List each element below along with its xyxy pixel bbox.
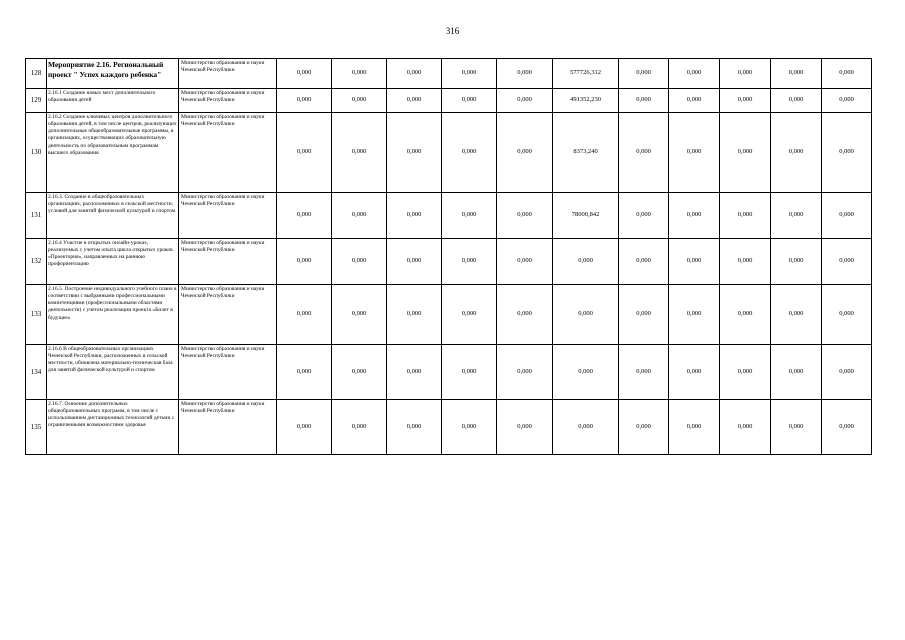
row-description: 2.16.7. Освоение дополнительных общеобразовательных программ, в том числе с использованием дистанционных технологий детьми с ограниченными возможностями здоровья: [47, 400, 179, 455]
row-number: 129: [26, 89, 47, 113]
row-value-cell: 0,000: [720, 239, 771, 285]
row-value-cell: 0,000: [669, 400, 720, 455]
row-value-cell: 0,000: [497, 239, 553, 285]
table-row: [26, 59, 872, 89]
row-value-cell: 0,000: [669, 113, 720, 193]
row-value-cell: 8373,240: [553, 113, 619, 193]
row-value-cell: 0,000: [720, 400, 771, 455]
row-value-cell: 0,000: [669, 89, 720, 113]
row-number: 135: [26, 400, 47, 455]
row-value-cell: 0,000: [619, 345, 669, 400]
row-value-cell: 0,000: [387, 345, 442, 400]
budget-table: [25, 58, 872, 455]
row-value-cell: 0,000: [332, 193, 387, 239]
row-ministry: Министерство образования и науки Чеченской Республики: [179, 285, 277, 345]
row-ministry: Министерство образования и науки Чеченской Республики: [179, 89, 277, 113]
row-value-cell: 0,000: [277, 59, 332, 89]
row-number: 132: [26, 239, 47, 285]
row-description: 2.16.3. Создание в общеобразовательных организациях, расположенных в сельской местности, условий для занятий физической культурой и спортом: [47, 193, 179, 239]
row-description: 2.16.6 В общеобразовательных организациях Чеченской Республики, расположенных в сельской местности, обновлена материально-техническая база для занятий физической культурой и спортом: [47, 345, 179, 400]
row-description: 2.16.5. Построение индивидуального учебного плана в соответствии с выбранными профессиональными компетенциями (профессиональными областями деятельности) с учетом реализации проекта «Билет в будущее»: [47, 285, 179, 345]
row-value-cell: 0,000: [669, 345, 720, 400]
row-value-cell: 0,000: [822, 59, 872, 89]
row-value-cell: 0,000: [442, 239, 497, 285]
row-value-cell: 0,000: [332, 89, 387, 113]
row-number: 128: [26, 59, 47, 89]
row-value-cell: 0,000: [387, 239, 442, 285]
row-value-cell: 0,000: [619, 113, 669, 193]
row-value-cell: 0,000: [720, 89, 771, 113]
row-number: 130: [26, 113, 47, 193]
row-value-cell: 0,000: [720, 285, 771, 345]
row-value-cell: 0,000: [771, 285, 822, 345]
table-row: [26, 285, 872, 345]
row-number: 131: [26, 193, 47, 239]
row-value-cell: 0,000: [332, 345, 387, 400]
row-value-cell: 0,000: [332, 59, 387, 89]
row-value-cell: 0,000: [771, 113, 822, 193]
row-value-cell: 0,000: [771, 345, 822, 400]
table-row: [26, 89, 872, 113]
row-ministry: Министерство образования и науки Чеченской Республики: [179, 113, 277, 193]
row-value-cell: 0,000: [720, 113, 771, 193]
row-value-cell: 0,000: [619, 89, 669, 113]
row-value-cell: 0,000: [553, 239, 619, 285]
row-value-cell: 0,000: [720, 193, 771, 239]
row-value-cell: 0,000: [387, 400, 442, 455]
row-value-cell: 0,000: [497, 113, 553, 193]
row-value-cell: 0,000: [442, 285, 497, 345]
table-row: [26, 113, 872, 193]
row-description: 2.16.1 Создание новых мест дополнительного образования детей: [47, 89, 179, 113]
row-ministry: Министерство образования и науки Чеченской Республики: [179, 193, 277, 239]
row-value-cell: 0,000: [497, 285, 553, 345]
row-value-cell: 0,000: [669, 59, 720, 89]
row-value-cell: 0,000: [277, 285, 332, 345]
row-value-cell: 0,000: [669, 285, 720, 345]
row-value-cell: 0,000: [497, 400, 553, 455]
page-number: 316: [445, 26, 460, 36]
row-value-cell: 0,000: [497, 345, 553, 400]
row-value-cell: 0,000: [771, 59, 822, 89]
row-value-cell: 0,000: [822, 345, 872, 400]
row-value-cell: 0,000: [442, 59, 497, 89]
row-value-cell: 0,000: [387, 59, 442, 89]
row-value-cell: 0,000: [771, 89, 822, 113]
row-value-cell: 0,000: [277, 113, 332, 193]
row-value-cell: 0,000: [442, 89, 497, 113]
row-value-cell: 577726,312: [553, 59, 619, 89]
row-value-cell: 0,000: [497, 59, 553, 89]
row-ministry: Министерство образования и науки Чеченской Республики: [179, 59, 277, 89]
row-value-cell: 0,000: [332, 113, 387, 193]
row-description: 2.16.2 Создание ключевых центров дополнительного образования детей, в том числе центров, реализующих дополнительные общеобразовательные программы, в организациях, осуществляющих образовательную деятельность по образовательным программам высшего образования: [47, 113, 179, 193]
row-value-cell: 0,000: [442, 193, 497, 239]
row-description: Мероприятие 2.16. Региональный проект " Успех каждого ребенка": [47, 59, 179, 89]
row-value-cell: 0,000: [332, 285, 387, 345]
table-row: [26, 193, 872, 239]
table-row: [26, 345, 872, 400]
row-value-cell: 0,000: [332, 239, 387, 285]
row-value-cell: 0,000: [387, 113, 442, 193]
row-description: 2.16.4 Участие в открытых онлайн-уроках, реализуемых с учетом опыта цикла открытых уроков «Проектория», направленных на раннюю профориентацию: [47, 239, 179, 285]
table-row: [26, 239, 872, 285]
row-number: 134: [26, 345, 47, 400]
row-ministry: Министерство образования и науки Чеченской Республики: [179, 345, 277, 400]
row-value-cell: 0,000: [720, 59, 771, 89]
row-value-cell: 0,000: [822, 89, 872, 113]
row-value-cell: 0,000: [822, 193, 872, 239]
row-value-cell: 0,000: [387, 285, 442, 345]
row-value-cell: 0,000: [277, 400, 332, 455]
row-value-cell: 0,000: [497, 193, 553, 239]
row-value-cell: 78000,842: [553, 193, 619, 239]
row-value-cell: 0,000: [387, 193, 442, 239]
row-value-cell: 0,000: [771, 193, 822, 239]
row-value-cell: 0,000: [822, 400, 872, 455]
row-value-cell: 491352,230: [553, 89, 619, 113]
row-value-cell: 0,000: [619, 400, 669, 455]
row-value-cell: 0,000: [553, 400, 619, 455]
row-value-cell: 0,000: [387, 89, 442, 113]
row-value-cell: 0,000: [553, 345, 619, 400]
row-value-cell: 0,000: [497, 89, 553, 113]
row-value-cell: 0,000: [619, 239, 669, 285]
row-value-cell: 0,000: [277, 89, 332, 113]
table-row: [26, 400, 872, 455]
row-value-cell: 0,000: [669, 193, 720, 239]
row-number: 133: [26, 285, 47, 345]
row-value-cell: 0,000: [822, 239, 872, 285]
row-ministry: Министерство образования и науки Чеченской Республики: [179, 239, 277, 285]
row-value-cell: 0,000: [720, 345, 771, 400]
row-value-cell: 0,000: [553, 285, 619, 345]
row-value-cell: 0,000: [771, 239, 822, 285]
row-ministry: Министерство образования и науки Чеченской Республики: [179, 400, 277, 455]
row-value-cell: 0,000: [619, 193, 669, 239]
row-value-cell: 0,000: [771, 400, 822, 455]
row-value-cell: 0,000: [277, 239, 332, 285]
row-value-cell: 0,000: [442, 400, 497, 455]
row-value-cell: 0,000: [619, 59, 669, 89]
row-value-cell: 0,000: [442, 345, 497, 400]
row-value-cell: 0,000: [277, 345, 332, 400]
row-value-cell: 0,000: [277, 193, 332, 239]
row-value-cell: 0,000: [822, 113, 872, 193]
row-value-cell: 0,000: [332, 400, 387, 455]
row-value-cell: 0,000: [669, 239, 720, 285]
row-value-cell: 0,000: [442, 113, 497, 193]
row-value-cell: 0,000: [822, 285, 872, 345]
row-value-cell: 0,000: [619, 285, 669, 345]
